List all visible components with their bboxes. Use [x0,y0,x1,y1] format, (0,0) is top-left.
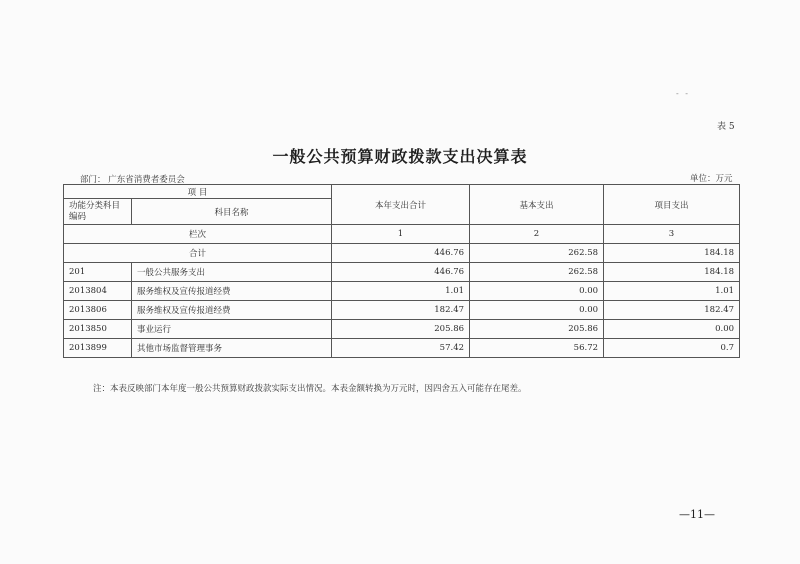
header-row-seq-label: 栏次 [64,225,332,244]
row-name: 其他市场监督管理事务 [132,339,332,358]
header-row-seq [64,225,740,244]
row-total: 1.01 [332,282,470,301]
basic-value: 262.58 [470,244,604,263]
header-basic-col: 基本支出 [470,185,604,225]
row-code: 2013804 [64,282,132,301]
row-name: 服务维权及宣传报道经费 [132,301,332,320]
seq-3: 3 [604,225,740,244]
row-code: 2013806 [64,301,132,320]
table-row [64,320,740,339]
row-total: 446.76 [332,263,470,282]
header-subject-name: 科目名称 [132,199,332,225]
header-func-code: 功能分类科目编码 [64,199,132,225]
row-total: 205.86 [332,320,470,339]
table-row [64,282,740,301]
header-item: 项 目 [64,185,332,199]
row-code: 2013850 [64,320,132,339]
row-name: 一般公共服务支出 [132,263,332,282]
table-row-total [64,244,740,263]
page-title: 一般公共预算财政拨款支出决算表 [272,147,528,166]
header-project-col: 项目支出 [604,185,740,225]
total-row-label: 合计 [64,244,332,263]
table-number: 表 5 [717,122,735,132]
row-basic: 56.72 [470,339,604,358]
department-label: 部门： 广东省消费者委员会 [80,175,185,185]
unit-label: 单位：万元 [690,174,733,184]
row-basic: 0.00 [470,282,604,301]
project-value: 184.18 [604,244,740,263]
row-project: 182.47 [604,301,740,320]
row-code: 2013899 [64,339,132,358]
table-row [64,263,740,282]
header-row-item [64,185,740,199]
table-row [64,301,740,320]
corner-mark: - - [676,89,690,98]
expenditure-table [63,184,740,358]
row-basic: 0.00 [470,301,604,320]
row-basic: 262.58 [470,263,604,282]
row-name: 事业运行 [132,320,332,339]
seq-1: 1 [332,225,470,244]
header-total-col: 本年支出合计 [332,185,470,225]
table-row [64,339,740,358]
row-project: 184.18 [604,263,740,282]
row-project: 0.7 [604,339,740,358]
row-total: 57.42 [332,339,470,358]
row-total: 182.47 [332,301,470,320]
row-name: 服务维权及宣传报道经费 [132,282,332,301]
row-project: 1.01 [604,282,740,301]
page-number: —11— [679,508,715,521]
seq-2: 2 [470,225,604,244]
total-value: 446.76 [332,244,470,263]
row-basic: 205.86 [470,320,604,339]
table-footnote: 注：本表反映部门本年度一般公共预算财政拨款实际支出情况。本表金额转换为万元时，因四舍五入可能存在尾差。 [93,384,527,394]
row-project: 0.00 [604,320,740,339]
row-code: 201 [64,263,132,282]
